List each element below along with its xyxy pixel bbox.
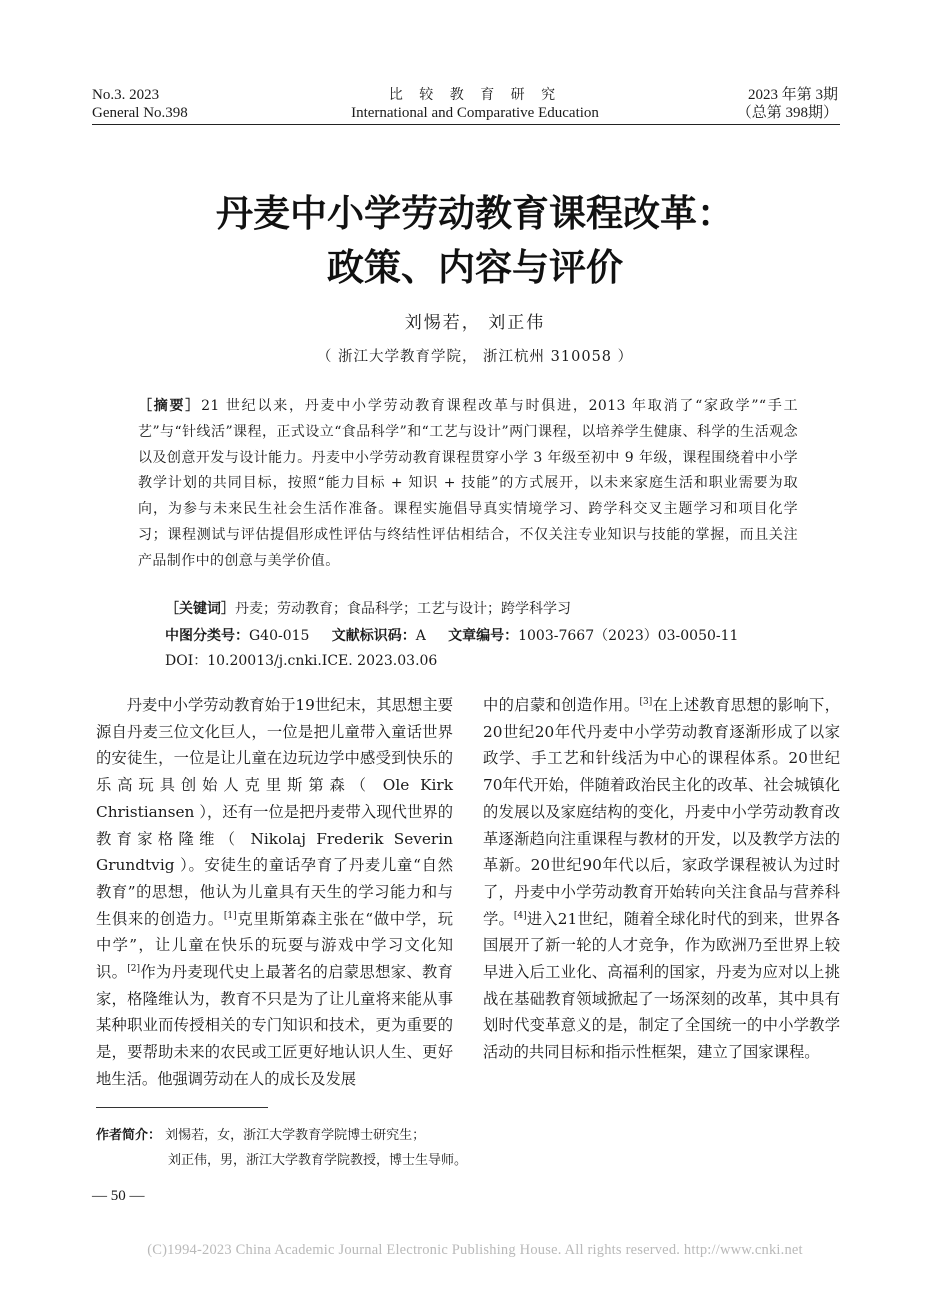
abstract	[138, 394, 798, 575]
page-number: — 50 —	[92, 1188, 145, 1204]
footnote-divider	[96, 1107, 268, 1108]
body-paragraph	[96, 692, 453, 1093]
article-title-line-1: 丹麦中小学劳动教育课程改革：	[216, 192, 734, 235]
issue-cn-line-2: （总第 398期）	[736, 105, 838, 121]
footnote-line-1: 刘惕若，女，浙江大学教育学院博士研究生；	[165, 1128, 426, 1143]
body-text: 丹麦中小学劳动教育始于19世纪末，其思想主要源自丹麦三位文化巨人，一位是把儿童带入童话世界的安徒生，一位是让儿童在边玩边学中感受到快乐的乐高玩具创始人克里斯第森（ Ole Kirk Christiansen ），还有一位是把丹麦带入现代世界的教育家格隆维（ Nikolaj Frederik Severin Grundtvig ）。安徒生的童话孕育了丹麦儿童“自然教育”的思想，他认为儿童具有天生的学习能力和与生俱来的创造力。	[96, 696, 453, 928]
clc-label: 中图分类号：	[165, 628, 249, 644]
citation-ref: [1]	[223, 910, 237, 921]
keywords-text: 丹麦；劳动教育；食品科学；工艺与设计；跨学科学习	[235, 601, 571, 617]
article-title-line-2: 政策、内容与评价	[327, 246, 623, 289]
abstract-text: 21 世纪以来，丹麦中小学劳动教育课程改革与时俱进，2013 年取消了“家政学”“手工艺”与“针线活”课程，正式设立“食品科学”和“工艺与设计”两门课程，以培养学生健康、科学的生活观念以及创意开发与设计能力。丹麦中小学劳动教育课程贯穿小学 3 年级至初中 9 年级，课程围绕着中小学教学计划的共同目标，按照“能力目标 + 知识 + 技能”的方式展开，以未来家庭生活和职业需要为取向，为参与未来民生社会生活作准备。课程实施倡导真实情境学习、跨学科交叉主题学习和项目化学习；课程测试与评估提倡形成性评估与终结性评估相结合，不仅关注专业知识与技能的掌握，而且关注产品制作中的创意与美学价值。	[138, 398, 798, 569]
header-divider	[92, 124, 840, 125]
author-names: 刘惕若， 刘正伟	[404, 313, 546, 333]
body-paragraph	[483, 692, 840, 1066]
citation-ref: [2]	[127, 963, 141, 974]
body-column-right	[483, 692, 840, 1066]
body-column-left	[96, 692, 453, 1093]
journal-name-en: International and Comparative Education	[351, 105, 599, 121]
body-text: 在上述教育思想的影响下，20世纪20年代丹麦中小学劳动教育逐渐形成了以家政学、手工艺和针线活为中心的课程体系。20世纪70年代开始，伴随着政治民主化的改革、社会城镇化的发展以及家庭结构的变化，丹麦中小学劳动教育改革逐渐趋向注重课程与教材的开发，以及教学方法的革新。20世纪90年代以后，家政学课程被认为过时了，丹麦中小学劳动教育开始转向关注食品与营养科学。	[483, 696, 840, 928]
keywords	[165, 598, 805, 620]
clc-value: G40-015	[249, 628, 310, 644]
journal-name-cn: 比 较 教 育 研 究	[388, 87, 562, 103]
article-number-label: 文章编号：	[448, 628, 519, 644]
body-text: 进入21世纪，随着全球化时代的到来，世界各国展开了新一轮的人才竞争，作为欧洲乃至世界上较早进入后工业化、高福利的国家，丹麦为应对以上挑战在基础教育领域掀起了一场深刻的改革，其中具有划时代变革意义的是，制定了全国统一的中小学教学活动的共同目标和指示性框架，建立了国家课程。	[483, 909, 840, 1062]
keywords-label: ［关键词］	[165, 601, 235, 617]
classification-line	[165, 625, 825, 647]
footnote-label: 作者简介：	[96, 1128, 162, 1143]
footnote-author-1	[96, 1127, 796, 1145]
abstract-label: ［摘要］	[138, 398, 202, 414]
citation-ref: [3]	[639, 696, 653, 707]
body-text: 克里斯第森主张在“做中学，玩中学”，让儿童在快乐的玩耍与游戏中学习文化知识。	[96, 909, 453, 982]
issue-line-2: General No.398	[92, 105, 188, 121]
doc-code-label: 文献标识码：	[331, 628, 416, 644]
article-number-value: 1003-7667（2023）03-0050-11	[518, 628, 739, 644]
doc-code-value: A	[415, 628, 426, 644]
issue-cn-block	[737, 86, 838, 122]
author-affiliation: （ 浙江大学教育学院， 浙江杭州 310058 ）	[316, 349, 634, 365]
doi: DOI：10.20013/j.cnki.ICE. 2023.03.06	[165, 653, 438, 669]
issue-cn-line-1: 2023 年第 3期	[747, 87, 838, 103]
citation-ref: [4]	[513, 910, 527, 921]
copyright-watermark: (C)1994-2023 China Academic Journal Electronic Publishing House. All rights reserved. http://www.cnki.net	[147, 1242, 803, 1258]
issue-line-1: No.3. 2023	[92, 87, 160, 103]
footnote-author-2: 刘正伟，男，浙江大学教育学院教授，博士生导师。	[168, 1153, 468, 1168]
body-text: 作为丹麦现代史上最著名的启蒙思想家、教育家，格隆维认为，教育不只是为了让儿童将来能从事某种职业而传授相关的专门知识和技术，更为重要的是，要帮助未来的农民或工匠更好地认识人生、更好地生活。他强调劳动在人的成长及发展	[96, 963, 453, 1088]
body-text: 中的启蒙和创造作用。	[483, 696, 640, 714]
